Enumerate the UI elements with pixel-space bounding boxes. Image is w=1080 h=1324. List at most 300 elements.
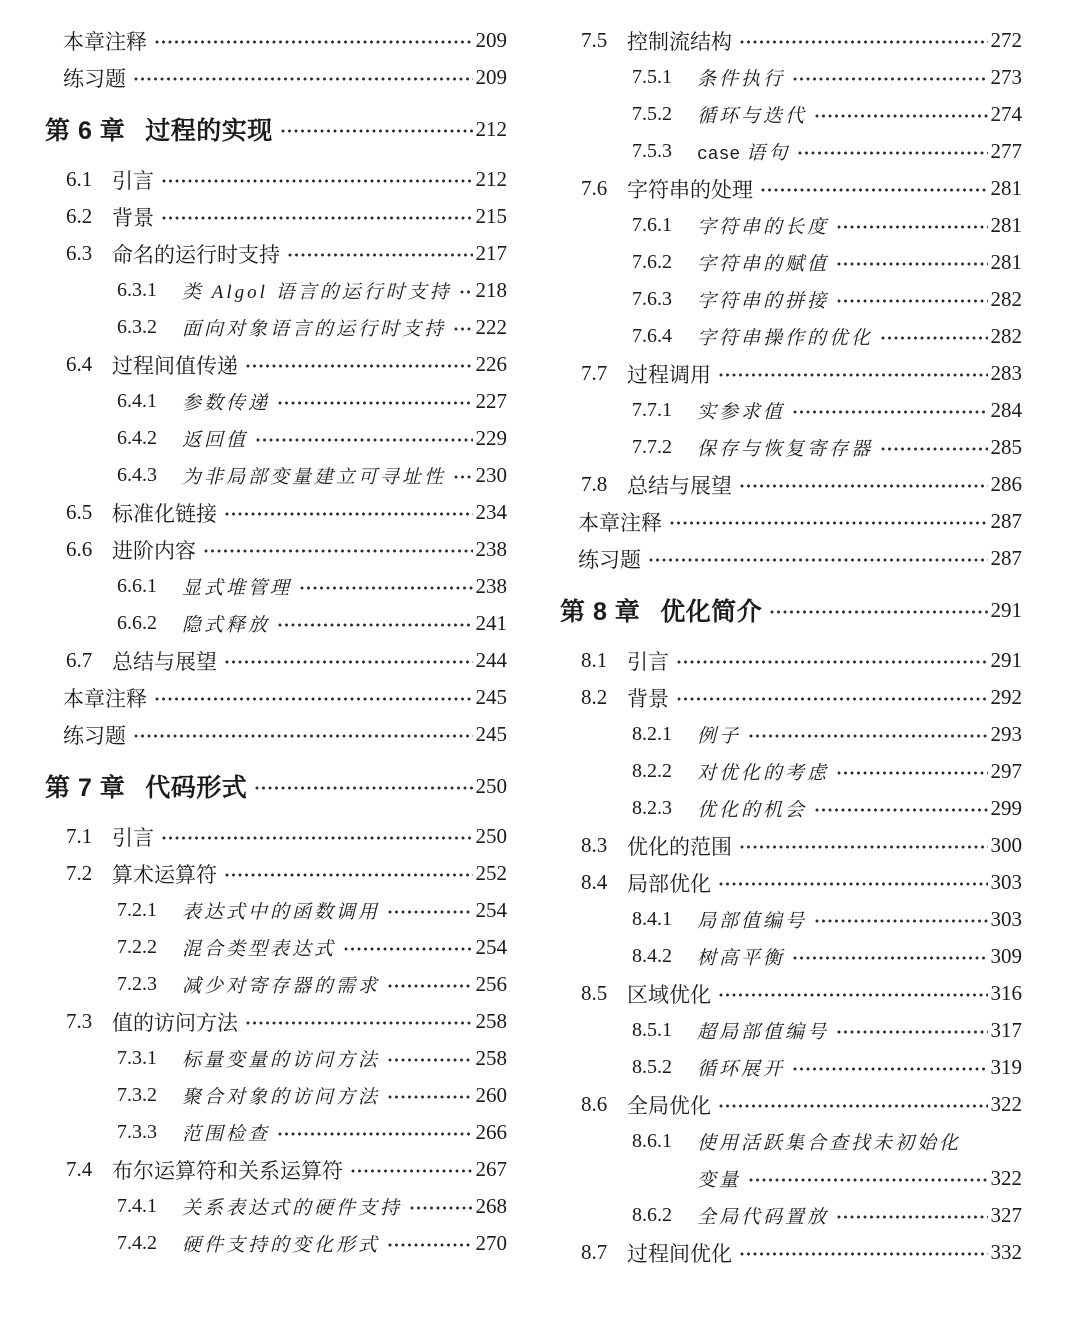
entry-title: 局部优化 — [627, 871, 711, 896]
entry-page: 327 — [990, 1203, 1022, 1227]
toc-chapter-row — [45, 108, 507, 150]
entry-page: 218 — [475, 278, 507, 302]
dot-leader — [760, 185, 988, 197]
entry-number: 6.3 — [66, 241, 93, 265]
entry-number: 7.2.3 — [117, 973, 157, 995]
entry-page: 256 — [475, 972, 507, 996]
entry-page: 281 — [990, 176, 1022, 200]
entry-page: 241 — [475, 611, 507, 635]
entry-title: 总结与展望 — [112, 649, 217, 674]
dot-leader — [350, 1166, 473, 1178]
entry-title: 过程间优化 — [627, 1241, 732, 1266]
entry-title: 返回值 — [182, 430, 249, 451]
dot-leader — [669, 518, 988, 530]
toc-row — [45, 531, 507, 568]
dot-leader — [792, 74, 987, 86]
dot-leader — [245, 1018, 473, 1030]
entry-number: 8.2.3 — [632, 797, 672, 819]
entry-number: 8.5.1 — [632, 1019, 672, 1041]
entry-title: 背景 — [112, 205, 154, 230]
entry-number: 第 6 章 — [45, 117, 126, 145]
entry-title: 过程的实现 — [145, 117, 273, 145]
dot-leader — [459, 287, 473, 299]
dot-leader — [277, 398, 472, 410]
dot-leader — [814, 916, 987, 928]
entry-number: 8.4.1 — [632, 908, 672, 930]
dot-leader — [797, 148, 987, 160]
entry-number: 6.7 — [66, 648, 93, 672]
toc-row — [560, 207, 1022, 244]
toc-chapter-row — [560, 589, 1022, 631]
toc-row — [45, 309, 507, 346]
entry-title: 值的访问方法 — [112, 1010, 238, 1035]
toc-row — [45, 420, 507, 457]
entry-title: 对优化的考虑 — [697, 763, 830, 784]
entry-number: 8.2 — [581, 685, 608, 709]
toc-row — [45, 235, 507, 272]
entry-number: 6.4 — [66, 352, 93, 376]
entry-number: 7.2 — [66, 861, 93, 885]
entry-number: 7.6.3 — [632, 288, 672, 310]
entry-page: 291 — [990, 648, 1022, 672]
dot-leader — [880, 333, 987, 345]
entry-page: 258 — [475, 1009, 507, 1033]
dot-leader — [299, 583, 472, 595]
entry-page: 260 — [475, 1083, 507, 1107]
entry-title: 优化简介 — [660, 598, 763, 626]
entry-page: 281 — [990, 213, 1022, 237]
entry-title: 表达式中的函数调用 — [182, 902, 381, 923]
dot-leader — [748, 1175, 987, 1187]
toc-row — [45, 1003, 507, 1040]
dot-leader — [880, 444, 987, 456]
entry-title — [697, 138, 790, 165]
toc-row — [560, 503, 1022, 540]
entry-number: 6.2 — [66, 204, 93, 228]
entry-title: 过程调用 — [627, 362, 711, 387]
entry-page: 215 — [475, 204, 507, 228]
entry-page: 229 — [475, 426, 507, 450]
entry-number: 7.5 — [581, 28, 608, 52]
entry-page: 291 — [990, 597, 1022, 622]
entry-title: 进阶内容 — [112, 538, 196, 563]
entry-page: 270 — [475, 1231, 507, 1255]
entry-page: 268 — [475, 1194, 507, 1218]
entry-title: 字符串的拼接 — [697, 291, 830, 312]
dot-leader — [387, 981, 472, 993]
entry-title: 树高平衡 — [697, 948, 786, 969]
dot-leader — [718, 370, 988, 382]
toc-row — [560, 753, 1022, 790]
dot-leader — [277, 1129, 472, 1141]
toc-row — [45, 1040, 507, 1077]
dot-leader — [676, 694, 988, 706]
dot-leader — [161, 176, 473, 188]
dot-leader — [133, 74, 473, 86]
dot-leader — [748, 731, 987, 743]
entry-page: 267 — [475, 1157, 507, 1181]
entry-number: 7.5.3 — [632, 140, 672, 162]
toc-row — [560, 1197, 1022, 1234]
entry-number: 8.5.2 — [632, 1056, 672, 1078]
dot-leader — [254, 783, 472, 795]
entry-number: 8.5 — [581, 981, 608, 1005]
entry-title: 例子 — [697, 726, 742, 747]
entry-number: 7.3.2 — [117, 1084, 157, 1106]
entry-number: 7.3.3 — [117, 1121, 157, 1143]
entry-page: 212 — [475, 167, 507, 191]
toc-row — [560, 1123, 1022, 1160]
dot-leader — [453, 472, 472, 484]
entry-title: 字符串操作的优化 — [697, 328, 874, 349]
toc-row — [560, 22, 1022, 59]
toc-row — [45, 568, 507, 605]
toc-row — [45, 679, 507, 716]
entry-title: 实参求值 — [697, 402, 786, 423]
toc-column — [560, 22, 1022, 1271]
entry-title: 字符串的处理 — [627, 177, 753, 202]
toc-row — [560, 392, 1022, 429]
entry-number: 7.5.2 — [632, 103, 672, 125]
dot-leader — [718, 990, 988, 1002]
entry-title-code: case — [697, 145, 741, 165]
dot-leader — [277, 620, 472, 632]
entry-title: 区域优化 — [627, 982, 711, 1007]
dot-leader — [676, 657, 988, 669]
entry-title: 优化的范围 — [627, 834, 732, 859]
dot-leader — [387, 1055, 472, 1067]
entry-page: 277 — [990, 139, 1022, 163]
toc-row — [560, 1049, 1022, 1086]
entry-number: 7.2.1 — [117, 899, 157, 921]
toc-row — [560, 59, 1022, 96]
entry-title: 控制流结构 — [627, 29, 732, 54]
dot-leader — [161, 833, 473, 845]
entry-number: 6.6.1 — [117, 575, 157, 597]
toc-row-continuation — [560, 1160, 1022, 1197]
entry-title: 超局部值编号 — [697, 1022, 830, 1043]
toc-row — [560, 827, 1022, 864]
dot-leader — [387, 1092, 472, 1104]
dot-leader — [387, 907, 472, 919]
entry-title: 算术运算符 — [112, 862, 217, 887]
toc-row — [45, 383, 507, 420]
entry-title: 优化的机会 — [697, 800, 808, 821]
entry-page: 227 — [475, 389, 507, 413]
entry-page: 222 — [475, 315, 507, 339]
entry-title: 过程间值传递 — [112, 353, 238, 378]
entry-title: 字符串的赋值 — [697, 254, 830, 275]
entry-number: 7.6 — [581, 176, 608, 200]
entry-page: 212 — [475, 116, 507, 141]
toc-row — [560, 790, 1022, 827]
entry-title: 标量变量的访问方法 — [182, 1050, 381, 1071]
entry-number: 7.4 — [66, 1157, 93, 1181]
entry-number: 7.8 — [581, 472, 608, 496]
entry-page: 282 — [990, 324, 1022, 348]
dot-leader — [836, 296, 987, 308]
entry-page: 319 — [990, 1055, 1022, 1079]
dot-leader — [718, 1101, 988, 1113]
entry-page: 254 — [475, 898, 507, 922]
entry-title: 背景 — [627, 686, 669, 711]
entry-title: 练习题 — [63, 66, 126, 91]
entry-page: 285 — [990, 435, 1022, 459]
entry-page: 245 — [475, 722, 507, 746]
toc-row — [45, 642, 507, 679]
toc-row — [560, 938, 1022, 975]
toc-row — [560, 901, 1022, 938]
entry-page: 300 — [990, 833, 1022, 857]
toc-row — [45, 929, 507, 966]
entry-title: 全局优化 — [627, 1093, 711, 1118]
toc-row — [560, 466, 1022, 503]
entry-title: 减少对寄存器的需求 — [182, 976, 381, 997]
entry-title: 布尔运算符和关系运算符 — [112, 1158, 343, 1183]
entry-page: 309 — [990, 944, 1022, 968]
entry-page: 284 — [990, 398, 1022, 422]
entry-page: 303 — [990, 870, 1022, 894]
entry-page: 292 — [990, 685, 1022, 709]
entry-number: 7.4.1 — [117, 1195, 157, 1217]
dot-leader — [409, 1203, 472, 1215]
entry-page: 282 — [990, 287, 1022, 311]
entry-page: 272 — [990, 28, 1022, 52]
entry-page: 258 — [475, 1046, 507, 1070]
dot-leader — [739, 842, 988, 854]
entry-page: 209 — [475, 28, 507, 52]
entry-title: 混合类型表达式 — [182, 939, 337, 960]
entry-number: 7.3.1 — [117, 1047, 157, 1069]
entry-page: 332 — [990, 1240, 1022, 1264]
dot-leader — [343, 944, 472, 956]
toc-row — [560, 540, 1022, 577]
dot-leader — [814, 111, 987, 123]
toc-row — [45, 966, 507, 1003]
dot-leader — [836, 1212, 987, 1224]
entry-number: 第 8 章 — [560, 598, 641, 626]
entry-number: 6.4.2 — [117, 427, 157, 449]
toc-row — [45, 59, 507, 96]
entry-number: 7.7.1 — [632, 399, 672, 421]
dot-leader — [280, 126, 473, 138]
entry-number: 6.4.1 — [117, 390, 157, 412]
entry-title: 引言 — [112, 825, 154, 850]
toc-row — [45, 855, 507, 892]
entry-page: 322 — [990, 1166, 1022, 1190]
toc-row — [45, 22, 507, 59]
toc-chapter-row — [45, 765, 507, 807]
entry-title: 参数传递 — [182, 393, 271, 414]
entry-number: 8.6.1 — [632, 1130, 672, 1152]
entry-number: 8.4.2 — [632, 945, 672, 967]
entry-page: 226 — [475, 352, 507, 376]
toc-row — [560, 1234, 1022, 1271]
entry-title: 练习题 — [578, 547, 641, 572]
entry-title: 隐式释放 — [182, 615, 271, 636]
entry-number: 第 7 章 — [45, 774, 126, 802]
toc-row — [560, 975, 1022, 1012]
entry-page: 303 — [990, 907, 1022, 931]
entry-page: 266 — [475, 1120, 507, 1144]
entry-number: 7.6.4 — [632, 325, 672, 347]
dot-leader — [154, 37, 473, 49]
dot-leader — [287, 250, 473, 262]
toc-row — [560, 1086, 1022, 1123]
toc-row — [45, 892, 507, 929]
dot-leader — [792, 1064, 987, 1076]
toc-row — [45, 605, 507, 642]
entry-title: 命名的运行时支持 — [112, 242, 280, 267]
toc-row — [45, 346, 507, 383]
dot-leader — [224, 870, 473, 882]
entry-title: 局部值编号 — [697, 911, 808, 932]
entry-page: 286 — [990, 472, 1022, 496]
dot-leader — [769, 607, 987, 619]
entry-title: 本章注释 — [63, 686, 147, 711]
toc-row — [45, 1151, 507, 1188]
dot-leader — [836, 768, 987, 780]
dot-leader — [739, 1249, 988, 1261]
toc-row — [45, 198, 507, 235]
dot-leader — [387, 1240, 472, 1252]
entry-number: 7.1 — [66, 824, 93, 848]
entry-page: 322 — [990, 1092, 1022, 1116]
toc-row — [560, 96, 1022, 133]
toc-row — [560, 642, 1022, 679]
toc-row — [560, 679, 1022, 716]
dot-leader — [255, 435, 472, 447]
toc-column — [45, 22, 507, 1271]
entry-page: 250 — [475, 824, 507, 848]
toc-row — [560, 1012, 1022, 1049]
dot-leader — [836, 1027, 987, 1039]
entry-page: 250 — [475, 773, 507, 798]
entry-page: 238 — [475, 537, 507, 561]
entry-title: 标准化链接 — [112, 501, 217, 526]
toc-row — [560, 429, 1022, 466]
toc-row — [560, 170, 1022, 207]
toc-row — [560, 864, 1022, 901]
entry-number: 6.1 — [66, 167, 93, 191]
dot-leader — [814, 805, 987, 817]
entry-page: 283 — [990, 361, 1022, 385]
entry-title: 代码形式 — [145, 774, 248, 802]
entry-title: 全局代码置放 — [697, 1207, 830, 1228]
entry-page: 244 — [475, 648, 507, 672]
entry-title: 面向对象语言的运行时支持 — [182, 319, 447, 340]
entry-number: 7.5.1 — [632, 66, 672, 88]
entry-page: 299 — [990, 796, 1022, 820]
entry-page: 317 — [990, 1018, 1022, 1042]
toc-row — [45, 716, 507, 753]
entry-title: 引言 — [627, 649, 669, 674]
entry-page: 245 — [475, 685, 507, 709]
toc-row — [45, 1225, 507, 1262]
entry-number: 8.6.2 — [632, 1204, 672, 1226]
dot-leader — [224, 657, 473, 669]
entry-title: 总结与展望 — [627, 473, 732, 498]
dot-leader — [836, 259, 987, 271]
entry-number: 8.6 — [581, 1092, 608, 1116]
entry-page: 273 — [990, 65, 1022, 89]
toc-row — [45, 818, 507, 855]
entry-title: 循环与迭代 — [697, 106, 808, 127]
entry-title: 显式堆管理 — [182, 578, 293, 599]
dot-leader — [245, 361, 473, 373]
entry-title: 聚合对象的访问方法 — [182, 1087, 381, 1108]
entry-title: 使用活跃集合查找未初始化 — [697, 1133, 962, 1154]
entry-page: 293 — [990, 722, 1022, 746]
entry-number: 6.5 — [66, 500, 93, 524]
toc-row — [45, 1188, 507, 1225]
entry-number: 6.6.2 — [117, 612, 157, 634]
entry-title: 范围检查 — [182, 1124, 271, 1145]
entry-page: 230 — [475, 463, 507, 487]
entry-number: 8.2.1 — [632, 723, 672, 745]
entry-number: 6.4.3 — [117, 464, 157, 486]
dot-leader — [718, 879, 988, 891]
entry-title: 变量 — [697, 1170, 742, 1191]
dot-leader — [739, 481, 988, 493]
entry-page: 281 — [990, 250, 1022, 274]
entry-page: 234 — [475, 500, 507, 524]
toc-row — [560, 281, 1022, 318]
toc-row — [45, 1077, 507, 1114]
entry-title: 字符串的长度 — [697, 217, 830, 238]
dot-leader — [739, 37, 988, 49]
dot-leader — [224, 509, 473, 521]
entry-page: 209 — [475, 65, 507, 89]
dot-leader — [792, 407, 987, 419]
toc-row — [560, 355, 1022, 392]
entry-page: 274 — [990, 102, 1022, 126]
toc-row — [560, 318, 1022, 355]
entry-page: 287 — [990, 546, 1022, 570]
toc-row — [45, 457, 507, 494]
toc-row — [45, 272, 507, 309]
entry-number: 8.7 — [581, 1240, 608, 1264]
entry-title: 本章注释 — [578, 510, 662, 535]
dot-leader — [453, 324, 472, 336]
dot-leader — [836, 222, 987, 234]
entry-number: 7.6.1 — [632, 214, 672, 236]
entry-title: 硬件支持的变化形式 — [182, 1235, 381, 1256]
entry-number: 7.7 — [581, 361, 608, 385]
dot-leader — [792, 953, 987, 965]
entry-title: 练习题 — [63, 723, 126, 748]
toc-row — [560, 716, 1022, 753]
entry-title-text: 语句 — [746, 143, 791, 164]
dot-leader — [154, 694, 473, 706]
entry-title: 循环展开 — [697, 1059, 786, 1080]
entry-title: 保存与恢复寄存器 — [697, 439, 874, 460]
entry-number: 7.3 — [66, 1009, 93, 1033]
entry-title: 引言 — [112, 168, 154, 193]
dot-leader — [203, 546, 473, 558]
entry-page: 287 — [990, 509, 1022, 533]
entry-title: 关系表达式的硬件支持 — [182, 1198, 403, 1219]
entry-page: 316 — [990, 981, 1022, 1005]
entry-number: 7.7.2 — [632, 436, 672, 458]
entry-title: 本章注释 — [63, 29, 147, 54]
toc-row — [560, 244, 1022, 281]
toc-row — [560, 133, 1022, 170]
dot-leader — [648, 555, 988, 567]
entry-page: 238 — [475, 574, 507, 598]
entry-title: 类 Algol 语言的运行时支持 — [182, 282, 452, 303]
toc-row — [45, 1114, 507, 1151]
